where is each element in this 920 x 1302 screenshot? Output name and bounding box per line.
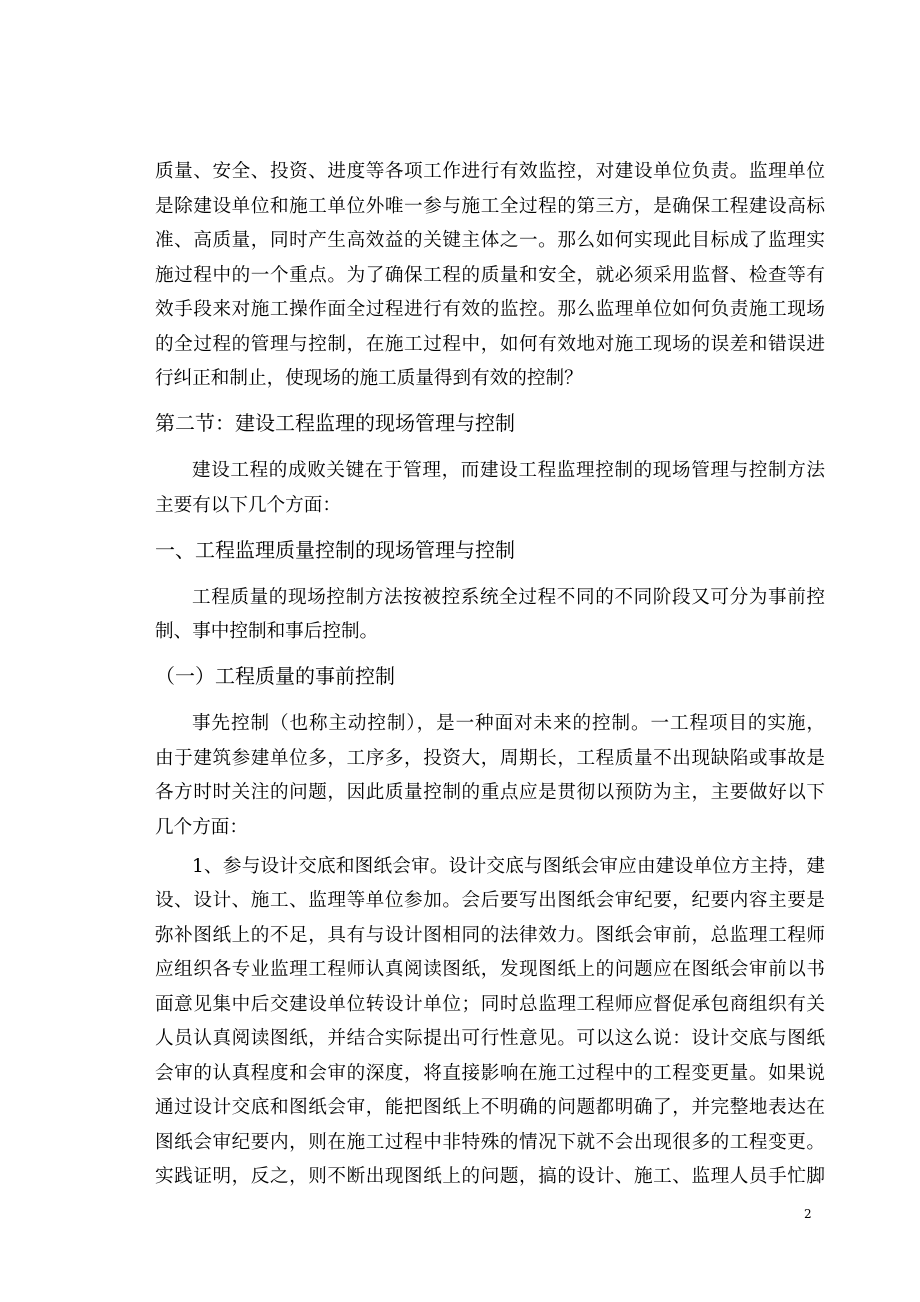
body-line: 的全过程的管理与控制，在施工过程中，如何有效地对施工现场的误差和错误进 — [155, 334, 825, 355]
body-line: 工程质量的现场控制方法按被控系统全过程不同的不同阶段又可分为事前控 — [192, 587, 825, 608]
body-line: 是除建设单位和施工单位外唯一参与施工全过程的第三方，是确保工程建设高标 — [155, 196, 825, 217]
subsection-heading: （一）工程质量的事前控制 — [155, 664, 395, 688]
body-line: 效手段来对施工操作面全过程进行有效的监控。那么监理单位如何负责施工现场 — [155, 299, 825, 320]
body-line: 图纸会审纪要内，则在施工过程中非特殊的情况下就不会出现很多的工程变更。 — [155, 1132, 825, 1153]
body-line: 面意见集中后交建设单位转设计单位；同时总监理工程师应督促承包商组织有关 — [155, 994, 825, 1015]
body-line: 实践证明，反之，则不断出现图纸上的问题，搞的设计、施工、监理人员手忙脚 — [155, 1166, 825, 1187]
body-line: 质量、安全、投资、进度等各项工作进行有效监控，对建设单位负责。监理单位 — [155, 161, 825, 182]
body-line: 通过设计交底和图纸会审，能把图纸上不明确的问题都明确了，并完整地表达在 — [155, 1097, 825, 1118]
body-line: 应组织各专业监理工程师认真阅读图纸，发现图纸上的问题应在图纸会审前以书 — [155, 959, 825, 980]
body-line: 1、参与设计交底和图纸会审。设计交底与图纸会审应由建设单位方主持，建 — [192, 856, 825, 877]
section-heading: 第二节：建设工程监理的现场管理与控制 — [155, 411, 515, 435]
section-heading: 一、工程监理质量控制的现场管理与控制 — [155, 538, 515, 562]
body-line: 人员认真阅读图纸，并结合实际提出可行性意见。可以这么说：设计交底与图纸 — [155, 1028, 825, 1049]
body-line: 建设工程的成败关键在于管理，而建设工程监理控制的现场管理与控制方法 — [192, 460, 825, 481]
body-line: 设、设计、施工、监理等单位参加。会后要写出图纸会审纪要，纪要内容主要是 — [155, 890, 825, 911]
body-line: 会审的认真程度和会审的深度，将直接影响在施工过程中的工程变更量。如果说 — [155, 1063, 825, 1084]
body-line: 制、事中控制和事后控制。 — [155, 621, 379, 642]
body-line: 弥补图纸上的不足，具有与设计图相同的法律效力。图纸会审前，总监理工程师 — [155, 925, 825, 946]
body-line: 各方时时关注的问题，因此质量控制的重点应是贯彻以预防为主，主要做好以下 — [155, 782, 825, 803]
body-line: 主要有以下几个方面： — [155, 495, 341, 516]
body-line: 准、高质量，同时产生高效益的关键主体之一。那么如何实现此目标成了监理实 — [155, 230, 825, 251]
body-line: 事先控制（也称主动控制），是一种面对未来的控制。一工程项目的实施， — [192, 713, 825, 734]
page-number: 2 — [804, 1207, 812, 1221]
body-line: 由于建筑参建单位多，工序多，投资大，周期长，工程质量不出现缺陷或事故是 — [155, 748, 825, 769]
body-line: 几个方面： — [155, 817, 248, 838]
body-line: 行纠正和制止，使现场的施工质量得到有效的控制？ — [155, 368, 583, 389]
body-line: 施过程中的一个重点。为了确保工程的质量和安全，就必须采用监督、检查等有 — [155, 265, 825, 286]
